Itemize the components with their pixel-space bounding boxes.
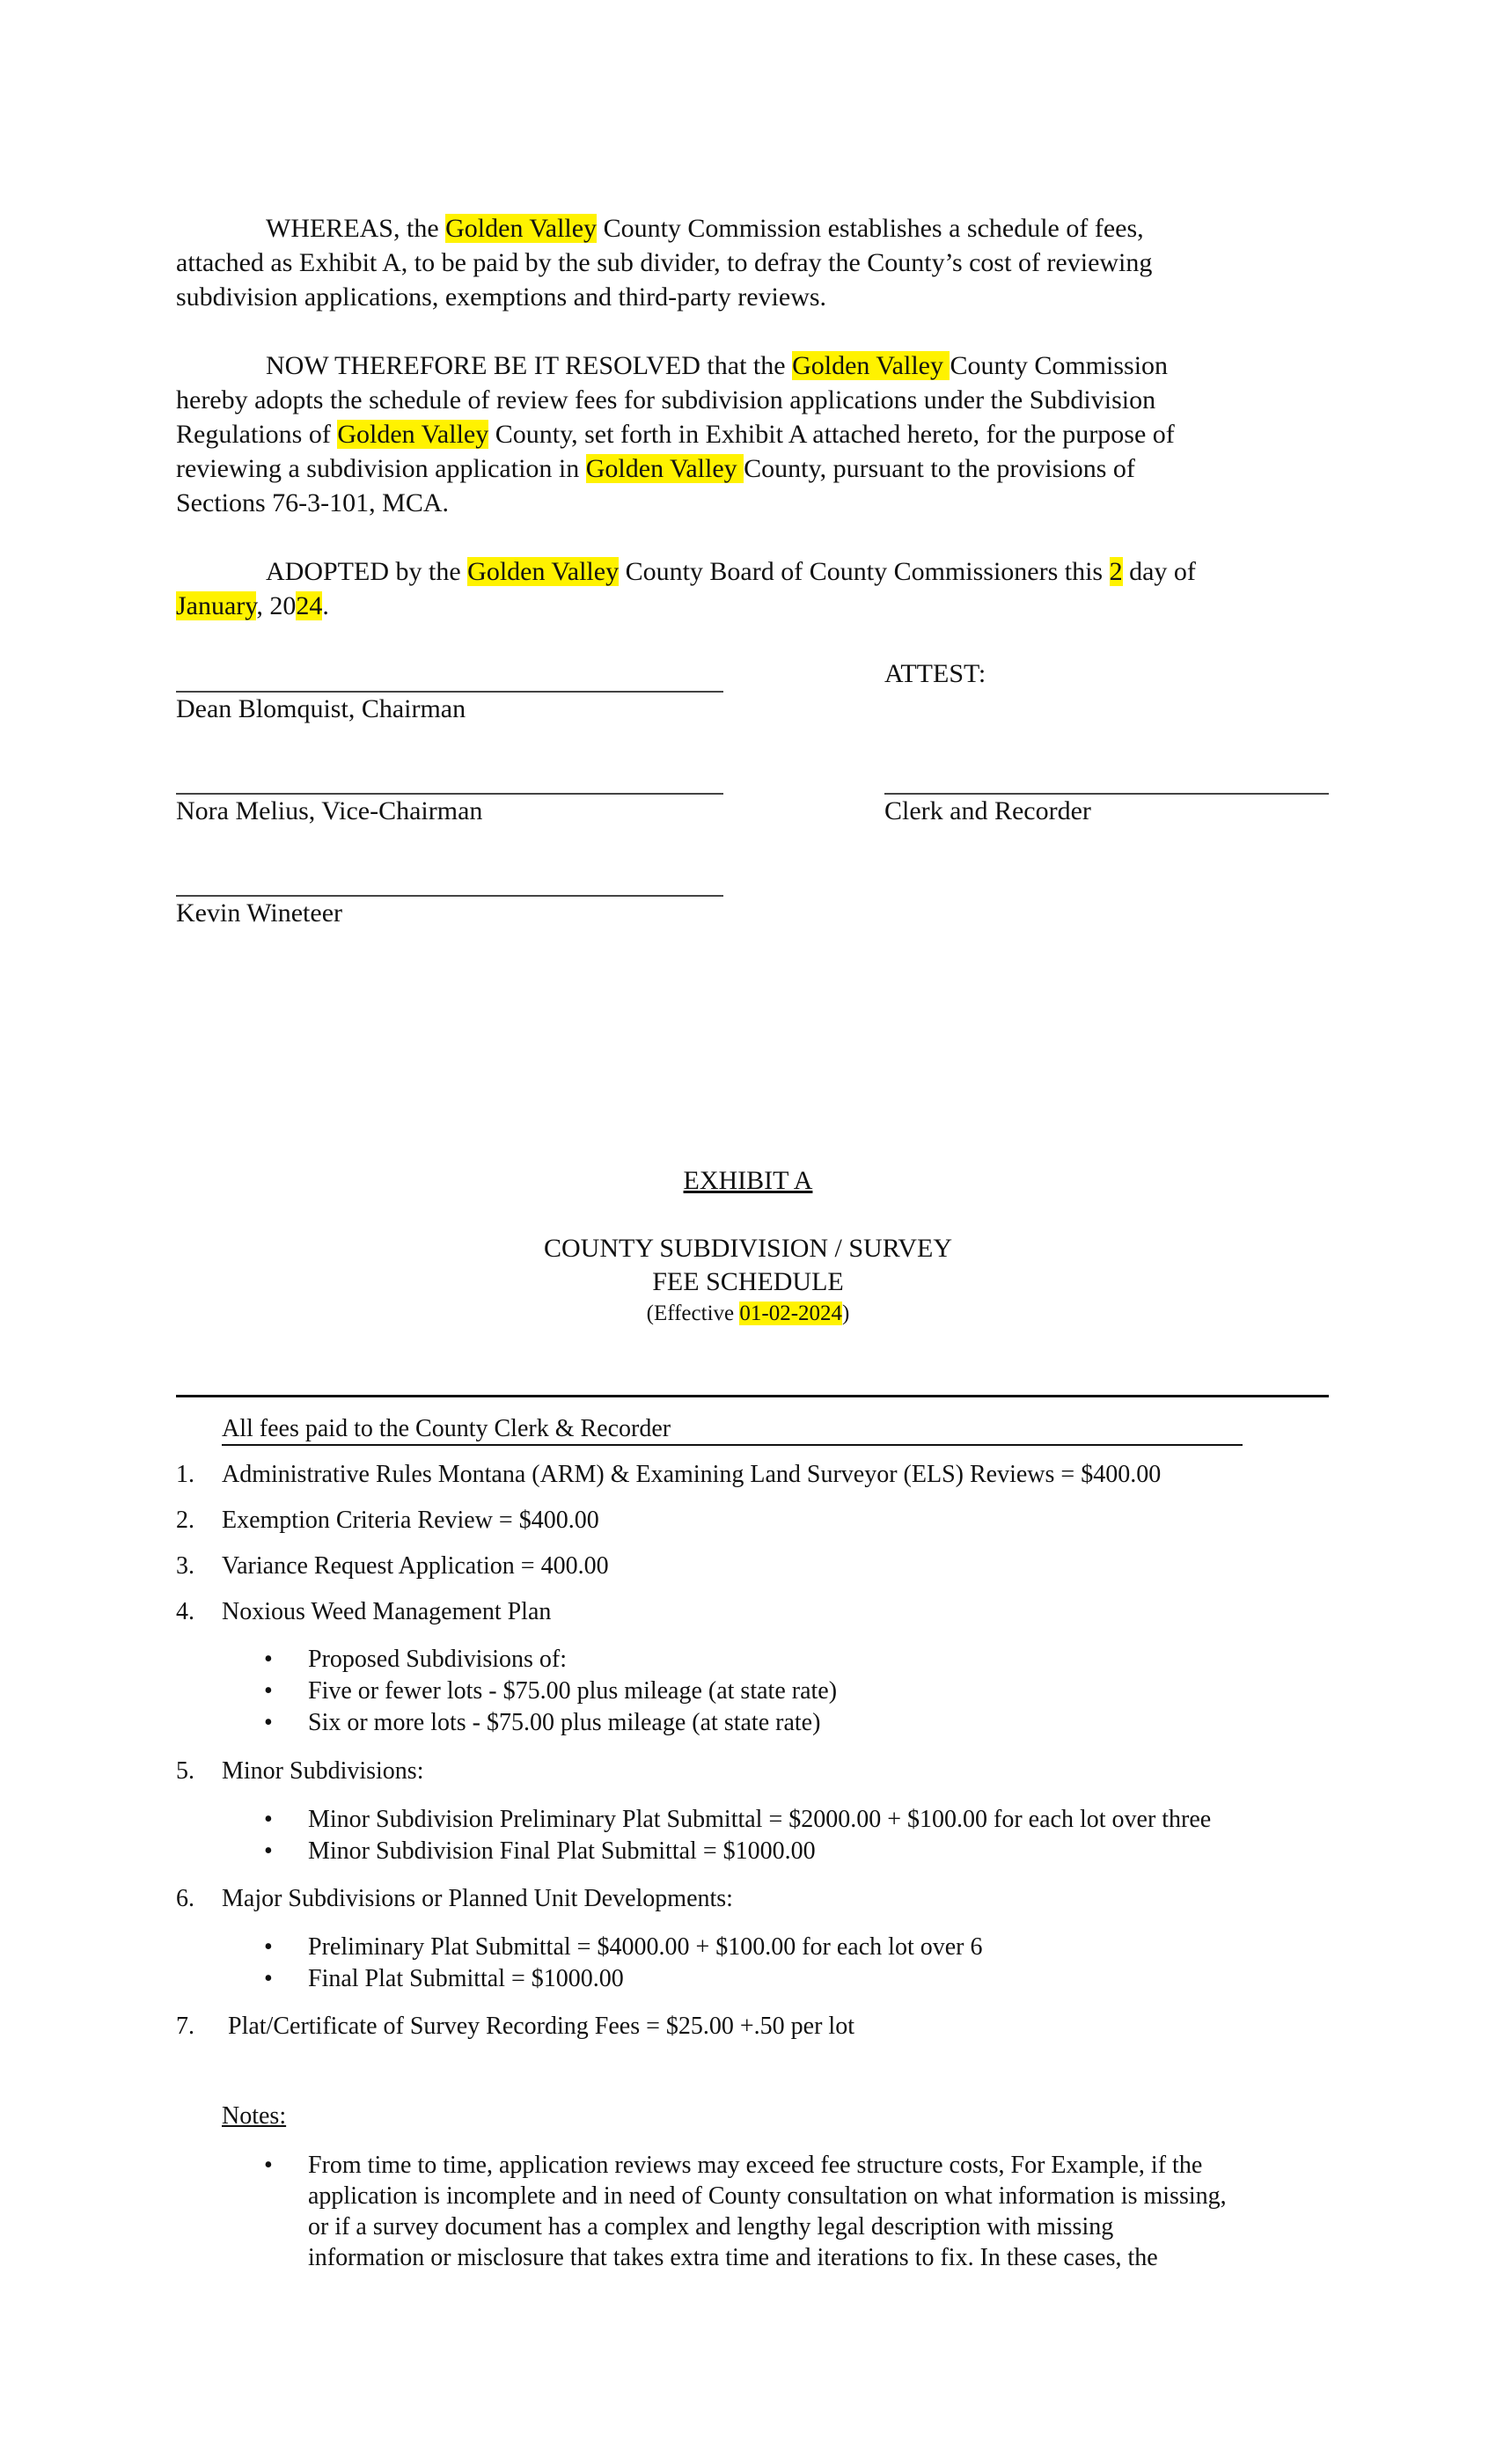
adopted-text: County Board of County Commissioners this xyxy=(619,557,1110,586)
note-line: information or misclosure that takes extra time and iterations to fix. In these cases, the xyxy=(308,2244,1158,2271)
resolved-line-4 xyxy=(176,451,1320,486)
bullet-text: Minor Subdivision Final Plat Submittal = $1000.00 xyxy=(308,1837,816,1865)
highlight-year: 24 xyxy=(296,591,323,620)
fee-item-number: 5. xyxy=(176,1757,194,1785)
highlight-county: Golden Valley xyxy=(445,214,598,243)
fee-item-number: 6. xyxy=(176,1885,194,1912)
fee-item-text: Variance Request Application = 400.00 xyxy=(222,1552,609,1580)
resolved-line-1 xyxy=(176,348,1320,383)
bullet-text: Minor Subdivision Preliminary Plat Submittal = $2000.00 + $100.00 for each lot over three xyxy=(308,1806,1212,1833)
bullet-text: Preliminary Plat Submittal = $4000.00 + $100.00 for each lot over 6 xyxy=(308,1933,983,1961)
bullet-icon: • xyxy=(264,1806,273,1833)
fee-item-number: 7. xyxy=(176,2013,194,2040)
member-name: Kevin Wineteer xyxy=(176,898,342,928)
fee-item-text: Exemption Criteria Review = $400.00 xyxy=(222,1507,599,1534)
fee-item-number: 1. xyxy=(176,1461,194,1488)
adopted-text: day of xyxy=(1122,557,1196,586)
fee-item xyxy=(176,1597,551,1627)
fee-item-text: Noxious Weed Management Plan xyxy=(222,1598,552,1625)
note-line: application is incomplete and in need of County consultation on what information is missing, xyxy=(308,2182,1227,2210)
resolved-text: reviewing a subdivision application in xyxy=(176,454,586,483)
vice-chairman-name: Nora Melius, Vice-Chairman xyxy=(176,796,483,825)
fee-item-text: Minor Subdivisions: xyxy=(222,1757,424,1785)
adopted-line-1 xyxy=(176,554,1320,589)
whereas-text: County Commission establishes a schedule of fees, xyxy=(597,214,1144,243)
fee-item-number: 4. xyxy=(176,1598,194,1625)
fee-item xyxy=(176,1884,733,1914)
effective-suffix: ) xyxy=(842,1302,850,1325)
bullet-icon: • xyxy=(264,2152,273,2179)
resolved-text: County, set forth in Exhibit A attached hereto, for the purpose of xyxy=(488,420,1175,449)
highlight-county: Golden Valley xyxy=(337,420,489,449)
exhibit-effective xyxy=(0,1301,1496,1327)
signature-line-vice-chairman xyxy=(176,793,723,795)
chairman-name: Dean Blomquist, Chairman xyxy=(176,694,466,723)
signature-line-chairman xyxy=(176,691,723,693)
fee-item-text: Plat/Certificate of Survey Recording Fees = $25.00 +.50 per lot xyxy=(222,2013,854,2040)
resolved-text: County Commission xyxy=(950,351,1169,380)
resolved-line-5: Sections 76-3-101, MCA. xyxy=(176,488,449,517)
whereas-line-3: subdivision applications, exemptions and third-party reviews. xyxy=(176,282,827,312)
fee-item xyxy=(176,1460,1161,1490)
fee-item-text: Administrative Rules Montana (ARM) & Examining Land Surveyor (ELS) Reviews = $400.00 xyxy=(222,1461,1162,1488)
exhibit-title xyxy=(0,1163,1496,1199)
clerk-title: Clerk and Recorder xyxy=(884,796,1091,825)
highlight-county: Golden Valley xyxy=(585,454,744,483)
resolved-paragraph xyxy=(176,348,1320,520)
adopted-text: , 20 xyxy=(256,591,297,620)
bullet-text: Six or more lots - $75.00 plus mileage (at state rate) xyxy=(308,1709,821,1736)
whereas-paragraph xyxy=(176,211,1320,314)
resolved-text: County, pursuant to the provisions of xyxy=(744,454,1135,483)
resolved-text: NOW THEREFORE BE IT RESOLVED that the xyxy=(266,351,793,380)
whereas-line-2: attached as Exhibit A, to be paid by the sub divider, to defray the County’s cost of reviewing xyxy=(176,248,1153,277)
schedule-header: All fees paid to the County Clerk & Recorder xyxy=(222,1414,1243,1446)
adopted-text: ADOPTED by the xyxy=(266,557,468,586)
highlight-day: 2 xyxy=(1109,557,1123,586)
bullet-icon: • xyxy=(264,1677,273,1705)
adopted-paragraph xyxy=(176,554,1320,623)
fee-item xyxy=(176,2012,854,2042)
adopted-line-2 xyxy=(176,589,1320,623)
note-line: From time to time, application reviews may exceed fee structure costs, For Example, if the xyxy=(308,2152,1203,2179)
effective-date: 01-02-2024 xyxy=(739,1302,843,1325)
fee-item-number: 3. xyxy=(176,1552,194,1580)
highlight-month: January xyxy=(176,591,257,620)
highlight-county: Golden Valley xyxy=(467,557,620,586)
bullet-icon: • xyxy=(264,1837,273,1865)
exhibit-subtitle-1: COUNTY SUBDIVISION / SURVEY xyxy=(543,1234,952,1263)
adopted-text: . xyxy=(322,591,329,620)
note-paragraph xyxy=(308,2150,1329,2273)
exhibit-subtitle-2: FEE SCHEDULE xyxy=(652,1267,844,1296)
notes-heading: Notes: xyxy=(222,2102,287,2130)
bullet-icon: • xyxy=(264,1965,273,1992)
fee-item xyxy=(176,1756,423,1786)
signature-line-clerk xyxy=(884,793,1329,795)
highlight-county: Golden Valley xyxy=(792,351,950,380)
signature-line-member xyxy=(176,895,723,897)
exhibit-title-text: EXHIBIT A xyxy=(683,1166,813,1195)
bullet-text: Final Plat Submittal = $1000.00 xyxy=(308,1965,624,1992)
whereas-line-1 xyxy=(176,211,1320,246)
attest-label: ATTEST: xyxy=(884,659,986,688)
bullet-icon: • xyxy=(264,1933,273,1961)
effective-prefix: (Effective xyxy=(646,1302,740,1325)
whereas-text: WHEREAS, the xyxy=(266,214,446,243)
fee-item xyxy=(176,1551,609,1581)
resolved-text: Regulations of xyxy=(176,420,338,449)
note-line: or if a survey document has a complex and lengthy legal description with missing xyxy=(308,2213,1114,2240)
fee-item-number: 2. xyxy=(176,1507,194,1534)
bullet-text: Proposed Subdivisions of: xyxy=(308,1646,568,1673)
bullet-icon: • xyxy=(264,1709,273,1736)
fee-item-text: Major Subdivisions or Planned Unit Developments: xyxy=(222,1885,733,1912)
bullet-icon: • xyxy=(264,1646,273,1673)
resolved-line-3 xyxy=(176,417,1320,451)
resolved-line-2: hereby adopts the schedule of review fees for subdivision applications under the Subdivision xyxy=(176,385,1156,414)
fee-item xyxy=(176,1506,599,1536)
section-divider xyxy=(176,1395,1329,1397)
bullet-text: Five or fewer lots - $75.00 plus mileage (at state rate) xyxy=(308,1677,838,1705)
